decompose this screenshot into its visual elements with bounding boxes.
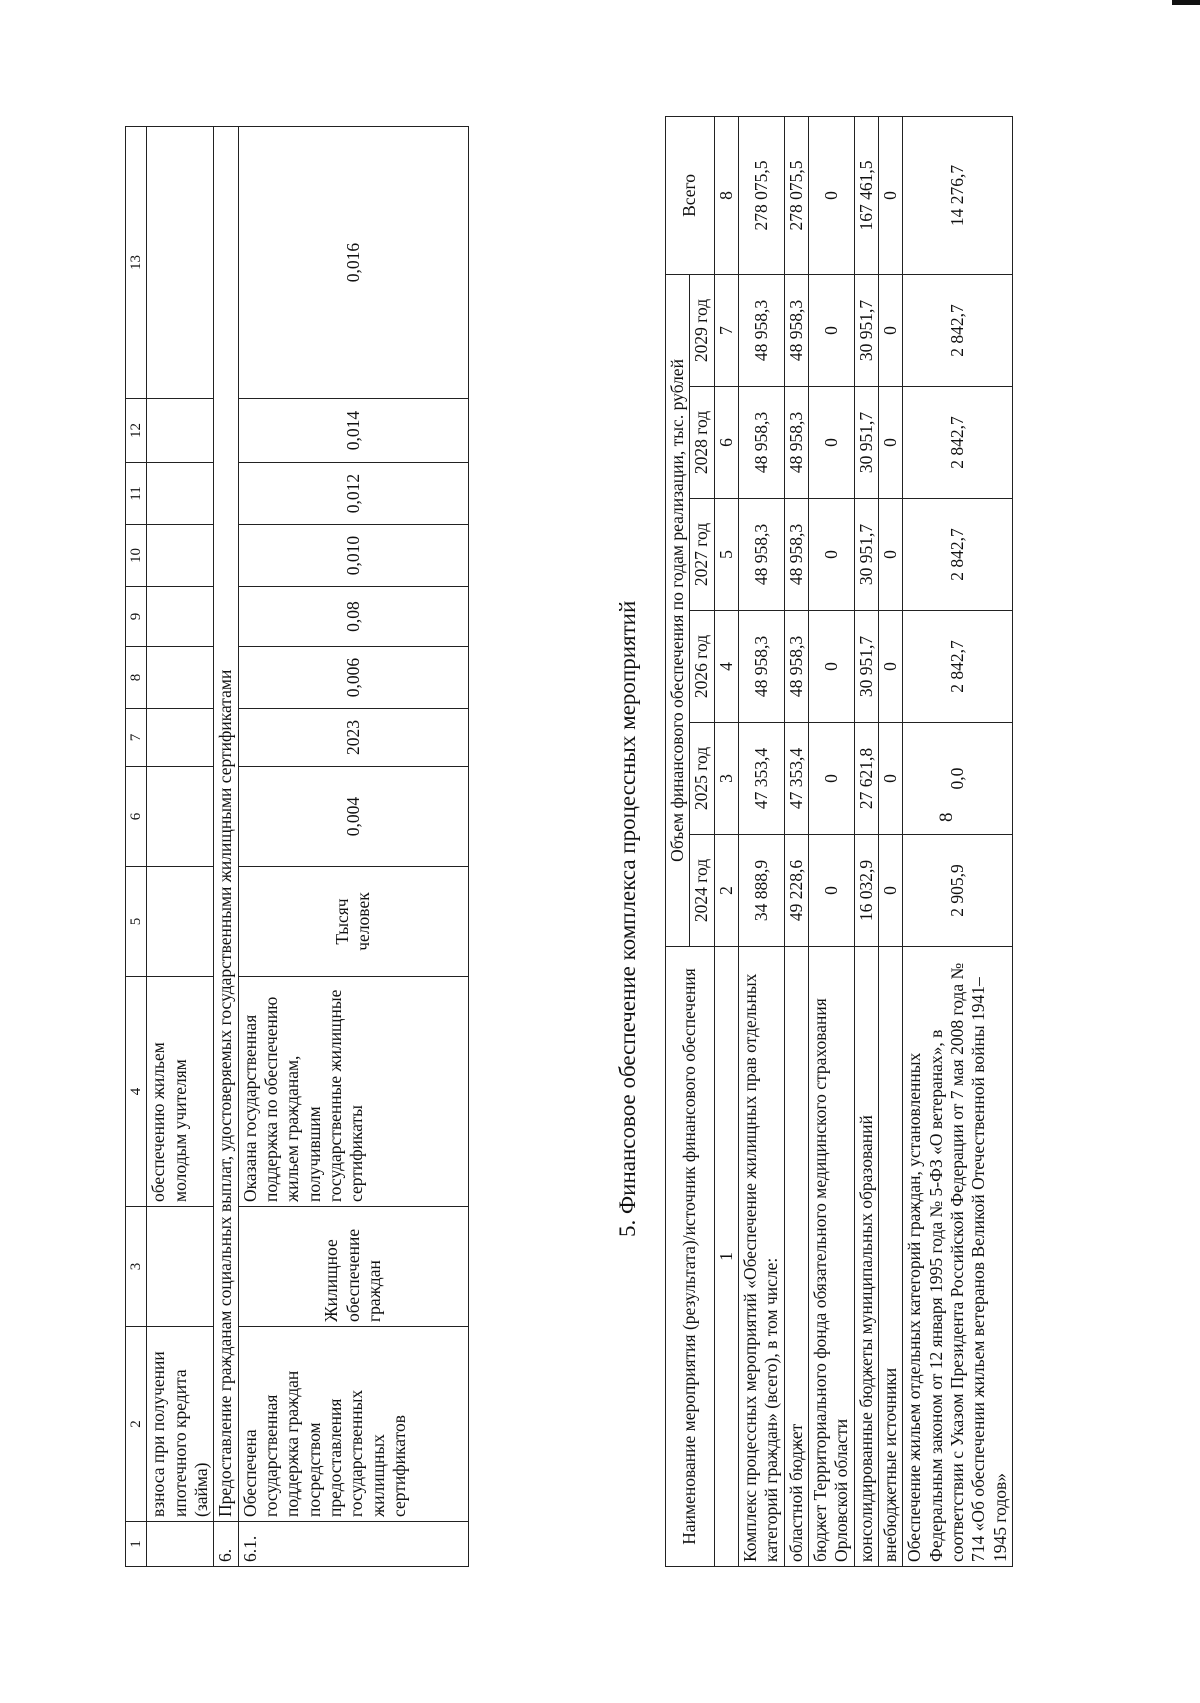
item-value-2030: 0,016 (238, 127, 468, 399)
finance-row (854, 116, 878, 1566)
item-value-2028: 0,012 (238, 463, 468, 525)
col-number: 2 (126, 1327, 147, 1522)
col-number: 3 (126, 1207, 147, 1327)
continuation-row (147, 127, 214, 1567)
finance-table (665, 116, 1013, 1567)
finance-row-value: 30 951,7 (854, 611, 878, 723)
finance-row-total: 14 276,7 (903, 116, 1013, 274)
section-title: 5. Финансовое обеспечение комплекса процессных мероприятий (615, 600, 640, 1237)
section-heading: Предоставление гражданам социальных выплат, удостоверяемых государственными жилищными сертификатами (214, 127, 238, 1522)
item-type: Жилищное обеспечение граждан (238, 1207, 468, 1327)
finance-row-value: 48 958,3 (784, 387, 808, 499)
finance-row (739, 116, 785, 1566)
finance-row-value: 2 842,7 (903, 611, 1013, 723)
finance-row-value: 2 842,7 (903, 499, 1013, 611)
finance-row-value: 0 (879, 274, 903, 386)
finance-row-name: консолидированные бюджеты муниципальных образований (854, 947, 878, 1567)
finance-name-header: Наименование мероприятия (результата)/источник финансового обеспечения (666, 947, 715, 1567)
finance-row-value: 48 958,3 (784, 499, 808, 611)
indicator-row (238, 127, 468, 1567)
finance-row-total: 278 075,5 (739, 116, 785, 274)
finance-row-name: бюджет Территориального фонда обязательного медицинского страхования Орловской области (809, 947, 855, 1567)
item-task: Обеспечена государственная поддержка граждан посредством предоставления государственных жилищных сертификатов (238, 1327, 468, 1522)
finance-row-value: 0,0 (903, 723, 1013, 835)
page-number: 8 (936, 812, 957, 822)
col-number: 4 (714, 611, 738, 723)
finance-row-value: 2 842,7 (903, 387, 1013, 499)
col-number: 8 (714, 116, 738, 274)
continuation-result: обеспечению жильем молодым учителям (147, 977, 214, 1207)
rotated-page (100, 37, 1100, 1637)
finance-row (809, 116, 855, 1566)
item-base-value: 0,004 (238, 767, 468, 867)
finance-row-value: 34 888,9 (739, 835, 785, 947)
item-result: Оказана государственная поддержка по обеспечению жильем гражданам, получившим государственные жилищные сертификаты (238, 977, 468, 1207)
finance-row-value: 27 621,8 (854, 723, 878, 835)
finance-row-name: внебюджетные источники (879, 947, 903, 1567)
section-number: 6. (214, 1522, 238, 1567)
year-header: 2026 год (690, 611, 714, 723)
finance-colnum-row (714, 116, 738, 1566)
finance-row-value: 16 032,9 (854, 835, 878, 947)
finance-row-value: 0 (879, 835, 903, 947)
finance-row-value: 30 951,7 (854, 499, 878, 611)
finance-row-value: 0 (809, 387, 855, 499)
col-number: 9 (126, 587, 147, 647)
col-number: 6 (126, 767, 147, 867)
section-row (214, 127, 238, 1567)
item-base-year: 2023 (238, 709, 468, 767)
col-number: 11 (126, 463, 147, 525)
finance-row-value: 48 958,3 (739, 499, 785, 611)
finance-row-value: 47 353,4 (784, 723, 808, 835)
finance-row-value: 0 (809, 611, 855, 723)
finance-row-value: 48 958,3 (784, 611, 808, 723)
finance-row-value: 30 951,7 (854, 274, 878, 386)
year-header: 2029 год (690, 274, 714, 386)
finance-row-value: 0 (879, 387, 903, 499)
col-number: 7 (126, 709, 147, 767)
finance-row-value: 0 (809, 274, 855, 386)
finance-row-value: 0 (809, 835, 855, 947)
finance-row-total: 278 075,5 (784, 116, 808, 274)
finance-total-header: Всего (666, 116, 715, 274)
col-number: 4 (126, 977, 147, 1207)
col-number: 5 (714, 499, 738, 611)
finance-row-value: 0 (809, 499, 855, 611)
item-number: 6.1. (238, 1522, 468, 1567)
year-header: 2025 год (690, 723, 714, 835)
finance-row-name: областной бюджет (784, 947, 808, 1567)
finance-body (739, 116, 1013, 1566)
finance-row-name: Обеспечение жильем отдельных категорий граждан, установленных Федеральным законом от 12 января 1995 года № 5-ФЗ «О ветеранах», в соответствии с Указом Президента Российской Федерации от 7 мая 2008 года № 714 «Об обеспечении жильем ветеранов Великой Отечественной войны 1941–1945 годов» (903, 947, 1013, 1567)
col-number: 2 (714, 835, 738, 947)
indicators-table (125, 126, 469, 1567)
finance-row-value: 2 905,9 (903, 835, 1013, 947)
finance-row-value: 0 (879, 611, 903, 723)
year-header: 2028 год (690, 387, 714, 499)
year-header: 2027 год (690, 499, 714, 611)
corner-mark (1172, 0, 1200, 5)
finance-row-value: 2 842,7 (903, 274, 1013, 386)
item-value-2025: 0,006 (238, 647, 468, 709)
col-number: 7 (714, 274, 738, 386)
col-number: 1 (714, 947, 738, 1567)
year-header: 2024 год (690, 835, 714, 947)
col-number: 1 (126, 1522, 147, 1567)
col-number: 6 (714, 387, 738, 499)
finance-row-value: 0 (879, 499, 903, 611)
finance-row-value: 48 958,3 (739, 274, 785, 386)
col-number: 13 (126, 127, 147, 399)
finance-row-value: 48 958,3 (739, 387, 785, 499)
col-number: 5 (126, 867, 147, 977)
finance-row (903, 116, 1013, 1566)
finance-row-total: 0 (809, 116, 855, 274)
finance-volume-header: Объем финансового обеспечения по годам реализации, тыс. рублей (666, 274, 690, 946)
finance-row-value: 0 (879, 723, 903, 835)
item-unit: Тысяч человек (238, 867, 468, 977)
finance-header-row (666, 116, 690, 1566)
finance-row-value: 0 (809, 723, 855, 835)
col-number: 10 (126, 525, 147, 587)
col-number: 8 (126, 647, 147, 709)
finance-row-value: 48 958,3 (739, 611, 785, 723)
item-value-2027: 0,010 (238, 525, 468, 587)
item-value-2026: 0,08 (238, 587, 468, 647)
item-value-2029: 0,014 (238, 399, 468, 463)
column-number-row (126, 127, 147, 1567)
finance-row-total: 167 461,5 (854, 116, 878, 274)
finance-row-total: 0 (879, 116, 903, 274)
col-number: 12 (126, 399, 147, 463)
col-number: 3 (714, 723, 738, 835)
finance-row-value: 30 951,7 (854, 387, 878, 499)
finance-row-name: Комплекс процессных мероприятий «Обеспечение жилищных прав отдельных категорий граждан» (всего), в том числе: (739, 947, 785, 1567)
finance-row-value: 49 228,6 (784, 835, 808, 947)
finance-row (784, 116, 808, 1566)
finance-row-value: 48 958,3 (784, 274, 808, 386)
finance-row-value: 47 353,4 (739, 723, 785, 835)
continuation-text: взноса при получении ипотечного кредита (займа) (147, 1327, 214, 1522)
finance-row (879, 116, 903, 1566)
